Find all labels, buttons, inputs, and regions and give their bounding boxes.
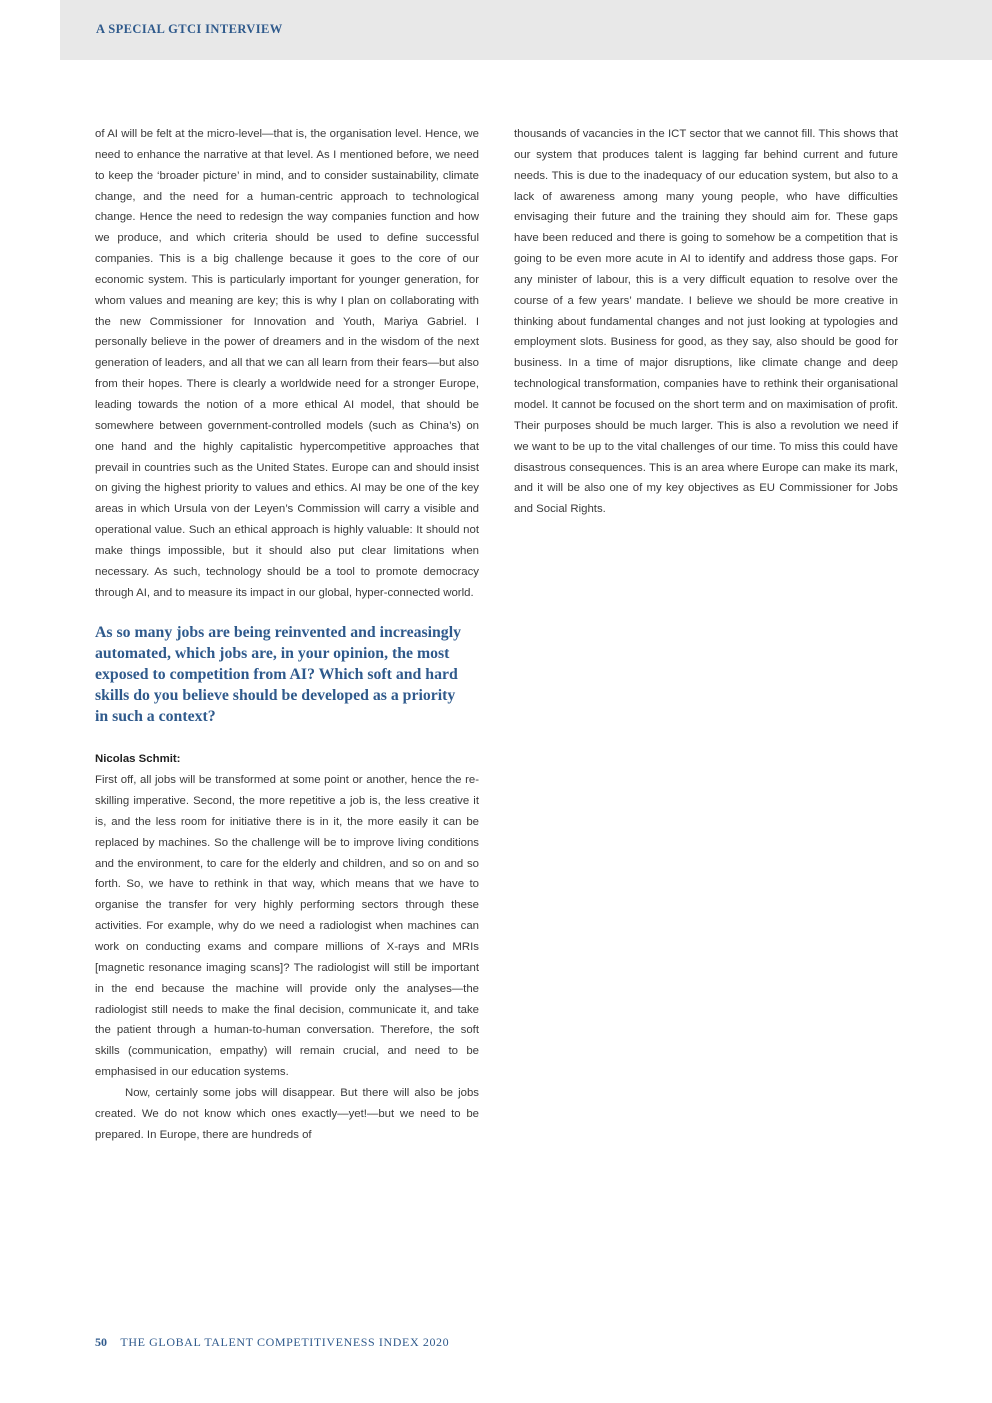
left-column [95,124,479,1145]
section-header-label: A SPECIAL GTCI INTERVIEW [96,22,283,36]
page-footer [95,1335,449,1350]
publication-title: THE GLOBAL TALENT COMPETITIVENESS INDEX 2020 [120,1335,450,1349]
right-column [514,124,898,520]
body-paragraph: of AI will be felt at the micro-level—that is, the organisation level. Hence, we need to enhance the narrative at that level. As I mentioned before, we need to keep the ‘broader picture’ in mind, and to consider sustainability, climate change, and the need for a human-centric approach to technological change. Hence the need to redesign the way companies function and how we produce, and which criteria should be used to define successful companies. This is a big challenge because it goes to the core of our economic system. This is particularly important for younger generation, for whom values and meaning are key; this is why I plan on collaborating with the new Commissioner for Innovation and Youth, Mariya Gabriel. I personally believe in the power of dreamers and in the wisdom of the next generation of leaders, and all that we can all learn from their fears—but also from their hopes. There is clearly a worldwide need for a stronger Europe, leading towards the notion of a more ethical AI model, that should be somewhere between government-controlled models (such as China’s) on one hand and the highly capitalistic hypercompetitive approaches that prevail in countries such as the United States. Europe can and should insist on giving the highest priority to values and ethics. AI may be one of the key areas in which Ursula von der Leyen’s Commission will carry a visible and operational value. Such an ethical approach is highly valuable: It should not make things impossible, but it should also put clear limitations when necessary. As such, technology should be a tool to promote democracy through AI, and to measure its impact in our global, hyper-connected world. [95,128,479,599]
answer-paragraph: First off, all jobs will be transformed at some point or another, hence the re-skilling imperative. Second, the more repetitive a job is, the less creative it is, and the less room for initiative there is in it, the more easily it can be replaced by machines. So the challenge will be to improve living conditions and the environment, to care for the elderly and children, and so on and so forth. So, we have to rethink in that way, which means that we have to organise the transfer for very highly performing sectors through these activities. For example, why do we need a radiologist when machines can work on conducting exams and compare millions of X-rays and MRIs [magnetic resonance imaging scans]? The radiologist will still be important in the end because the machine will provide only the analyses—the radiologist still needs to make the final decision, communicate it, and take the patient through a human-to-human conversation. Therefore, the soft skills (communication, empathy) will remain crucial, and need to be emphasised in our education systems. [95,774,479,1079]
body-paragraph-continued: thousands of vacancies in the ICT sector that we cannot fill. This shows that our system that produces talent is lagging far behind current and future needs. This is due to the inadequacy of our education system, but also to a lack of awareness among many young people, who have difficulties envisaging their future and the training they should aim for. These gaps have been reduced and there is going to somehow be a competition that is going to be even more acute in AI to identify and address those gaps. For any minister of labour, this is a very difficult equation to resolve over the course of a few years’ mandate. I believe we should be more creative in thinking about fundamental changes and not just looking at typologies and employment slots. Business for good, as they say, also should be good for business. In a time of major disruptions, like climate change and deep technological transformation, companies have to rethink their organisational model. It cannot be focused on the short term and on maximisation of profit. Their purposes should be much larger. This is also a revolution we need if we want to be up to the vital challenges of our time. To miss this could have disastrous consequences. This is an area where Europe can make its mark, and it will be also one of my key objectives as EU Commissioner for Jobs and Social Rights. [514,128,898,516]
answer-paragraph-continued: Now, certainly some jobs will disappear. But there will also be jobs created. We do not know which ones exactly—yet!—but we need to be prepared. In Europe, there are hundreds of [95,1086,479,1141]
speaker-name: Nicolas Schmit: [95,753,181,766]
interview-question: As so many jobs are being reinvented and increasingly automated, which jobs are, in your opinion, the most exposed to competition from AI? Which soft and hard skills do you believe should be developed as a priority in such a context? [95,624,461,725]
page-number: 50 [95,1335,107,1349]
